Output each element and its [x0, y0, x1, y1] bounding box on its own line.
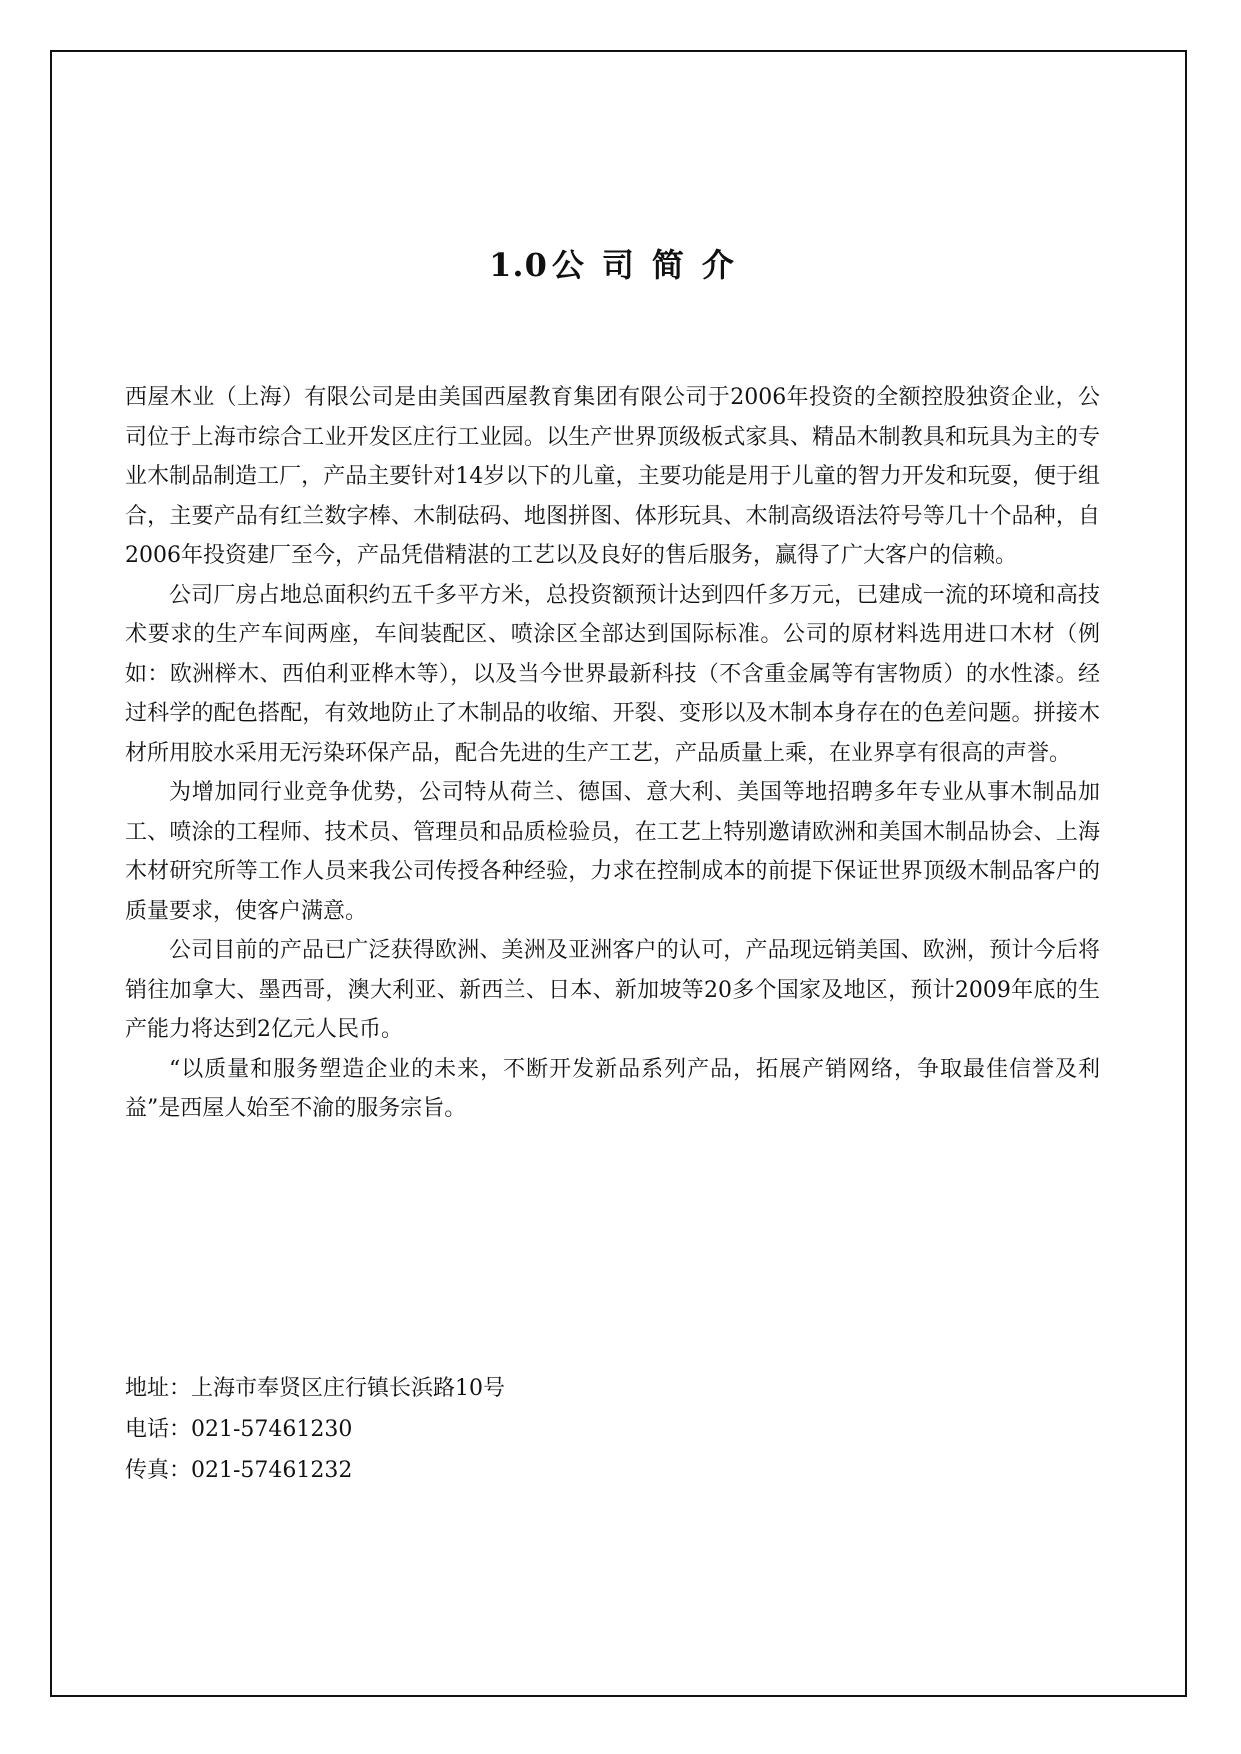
paragraph-mission: “以质量和服务塑造企业的未来，不断开发新品系列产品，拓展产销网络，争取最佳信誉及利益”是西屋人始至不渝的服务宗旨。 — [125, 1056, 1100, 1121]
contact-info — [125, 1368, 505, 1491]
paragraph-staff: 为增加同行业竞争优势，公司特从荷兰、德国、意大利、美国等地招聘多年专业从事木制品加工、喷涂的工程师、技术员、管理员和品质检验员，在工艺上特别邀请欧洲和美国木制品协会、上海木材研究所等工作人员来我公司传授各种经验，力求在控制成本的前提下保证世界顶级木制品客户的质量要求，使客户满意。 — [125, 780, 1100, 924]
document-title — [0, 240, 1241, 286]
contact-phone: 电话：021-57461230 — [125, 1417, 353, 1442]
title-number: 1.0 — [489, 246, 548, 284]
paragraph-company-overview: 西屋木业（上海）有限公司是由美国西屋教育集团有限公司于2006年投资的全额控股独资企业，公司位于上海市综合工业开发区庄行工业园。以生产世界顶级板式家具、精品木制教具和玩具为主的专业木制品制造工厂，产品主要针对14岁以下的儿童，主要功能是用于儿童的智力开发和玩耍，便于组合，主要产品有红兰数字棒、木制砝码、地图拼图、体形玩具、木制高级语法符号等几十个品种，自2006年投资建厂至今，产品凭借精湛的工艺以及良好的售后服务，赢得了广大客户的信赖。 — [125, 385, 1100, 568]
contact-fax: 传真：021-57461232 — [125, 1458, 353, 1483]
document-body — [125, 378, 1100, 1129]
title-text: 公司简介 — [551, 246, 752, 284]
contact-address: 地址：上海市奉贤区庄行镇长浜路10号 — [125, 1376, 505, 1401]
paragraph-markets: 公司目前的产品已广泛获得欧洲、美洲及亚洲客户的认可，产品现远销美国、欧洲，预计今后将销往加拿大、墨西哥，澳大利亚、新西兰、日本、新加坡等20多个国家及地区，预计2009年底的生产能力将达到2亿元人民币。 — [125, 938, 1100, 1042]
paragraph-facilities: 公司厂房占地总面积约五千多平方米，总投资额预计达到四仟多万元，已建成一流的环境和高技术要求的生产车间两座，车间装配区、喷涂区全部达到国际标准。公司的原材料选用进口木材（例如：欧洲榉木、西伯利亚桦木等），以及当今世界最新科技（不含重金属等有害物质）的水性漆。经过科学的配色搭配，有效地防止了木制品的收缩、开裂、变形以及木制本身存在的色差问题。拼接木材所用胶水采用无污染环保产品，配合先进的生产工艺，产品质量上乘，在业界享有很高的声誉。 — [125, 582, 1100, 766]
